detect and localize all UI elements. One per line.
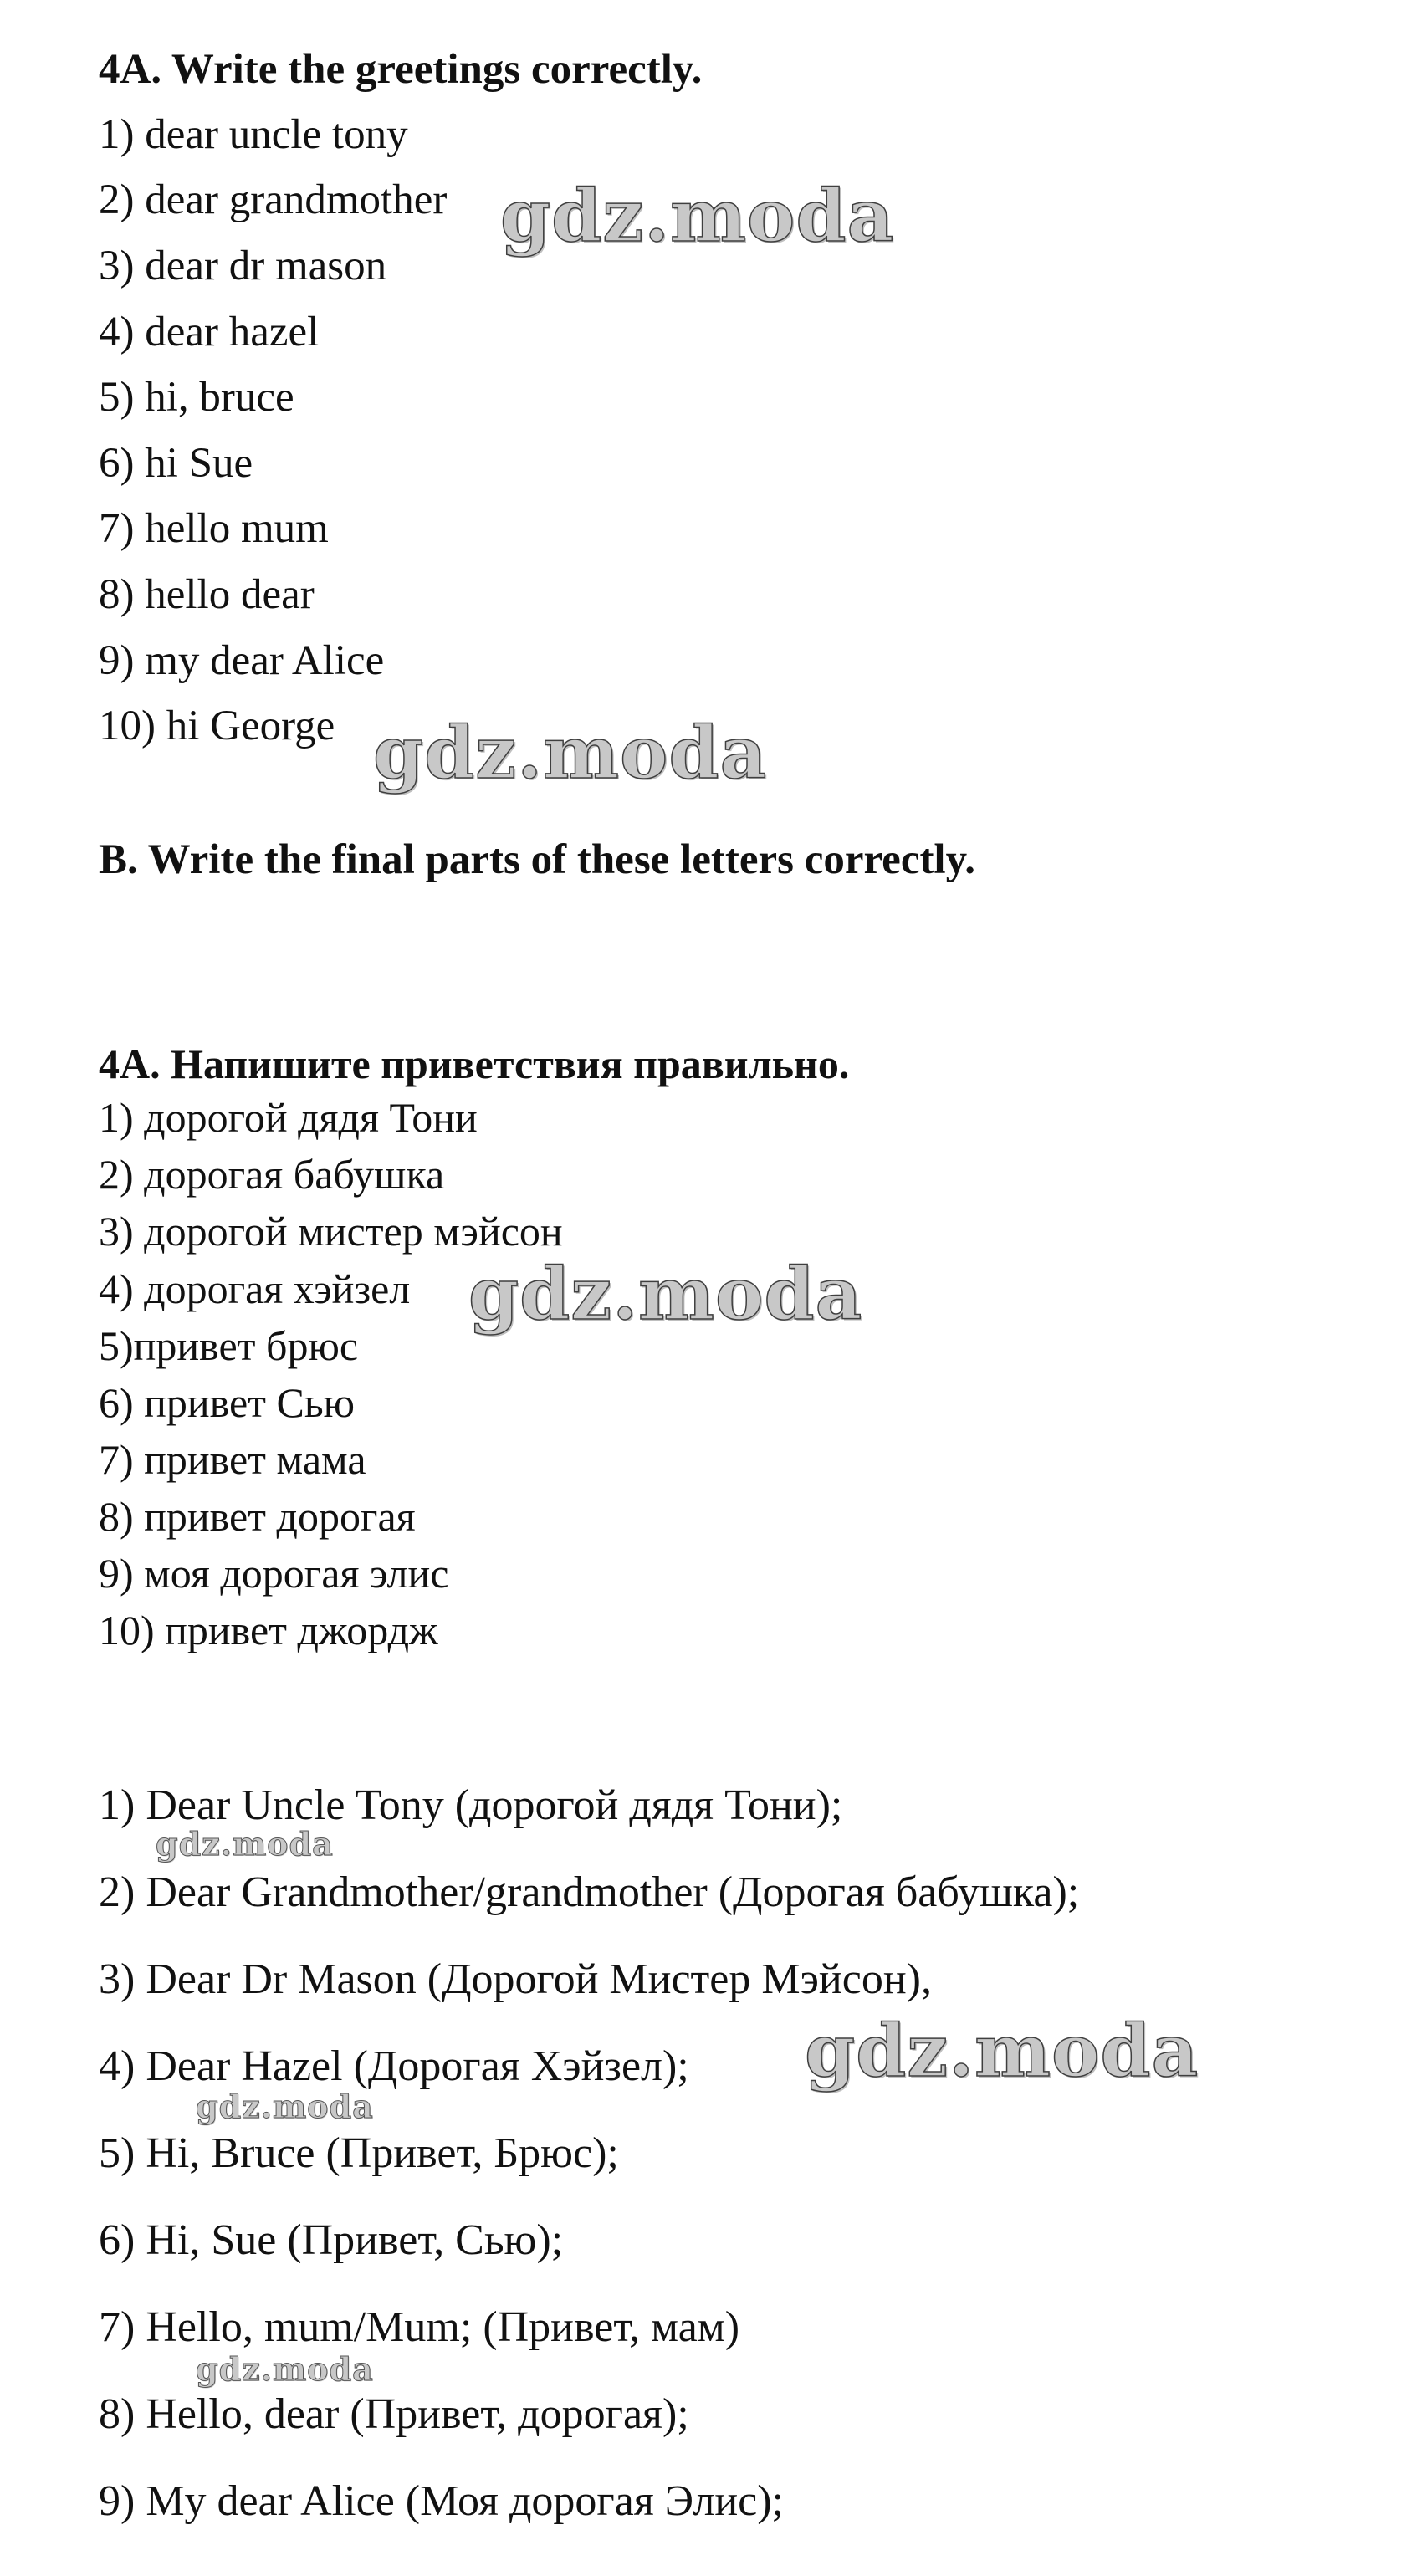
list-item: 10) привет джордж [99,1607,438,1653]
watermark: gdz.moda [373,711,768,795]
list-item: 9) my dear Alice [99,637,385,684]
list-item: 1) dear uncle tony [99,111,408,158]
list-item: 6) hi Sue [99,440,253,487]
list-item: 6) привет Сью [99,1379,356,1426]
list-item: 3) dear dr mason [99,243,387,289]
watermark: gdz.moda [805,2009,1199,2093]
list-item: 4) dear hazel [99,309,320,355]
list-item: 8) hello dear [99,571,315,618]
heading-b-english: B. Write the final parts of these letters correctly. [99,836,976,883]
watermark: gdz.moda [196,2088,374,2125]
list-item: 7) hello mum [99,505,329,552]
answer-item: 9) My dear Alice (Моя дорогая Элис); [99,2477,784,2525]
watermark: gdz.moda [468,1252,863,1337]
list-item: 2) dear grandmother [99,176,448,223]
answer-item: 3) Dear Dr Mason (Дорогой Мистер Мэйсон), [99,1955,932,2003]
answer-item: 7) Hello, mum/Mum; (Привет, мам) [99,2303,740,2351]
heading-4a-english: 4A. Write the greetings correctly. [99,46,703,93]
list-item: 1) дорогой дядя Тони [99,1094,478,1141]
list-item: 10) hi George [99,703,335,749]
list-item: 5)привет брюс [99,1322,359,1369]
heading-4a-russian: 4A. Напишите приветствия правильно. [99,1040,850,1087]
answer-item: 1) Dear Uncle Tony (дорогой дядя Тони); [99,1781,843,1829]
answer-item: 5) Hi, Bruce (Привет, Брюс); [99,2129,619,2177]
list-item: 5) hi, bruce [99,374,294,421]
watermark: gdz.moda [500,174,895,258]
answer-item: 4) Dear Hazel (Дорогая Хэйзел); [99,2042,689,2090]
list-item: 3) дорогой мистер мэйсон [99,1208,563,1255]
watermark: gdz.moda [156,1825,334,1863]
answer-item: 6) Hi, Sue (Привет, Сью); [99,2216,564,2264]
list-item: 8) привет дорогая [99,1493,416,1540]
answer-item: 2) Dear Grandmother/grandmother (Дорогая бабушка); [99,1868,1080,1916]
watermark: gdz.moda [196,2350,374,2388]
answer-item: 8) Hello, dear (Привет, дорогая); [99,2390,689,2438]
list-item: 4) дорогая хэйзел [99,1265,411,1312]
list-item: 9) моя дорогая элис [99,1550,449,1597]
list-item: 7) привет мама [99,1436,366,1483]
list-item: 2) дорогая бабушка [99,1151,445,1198]
